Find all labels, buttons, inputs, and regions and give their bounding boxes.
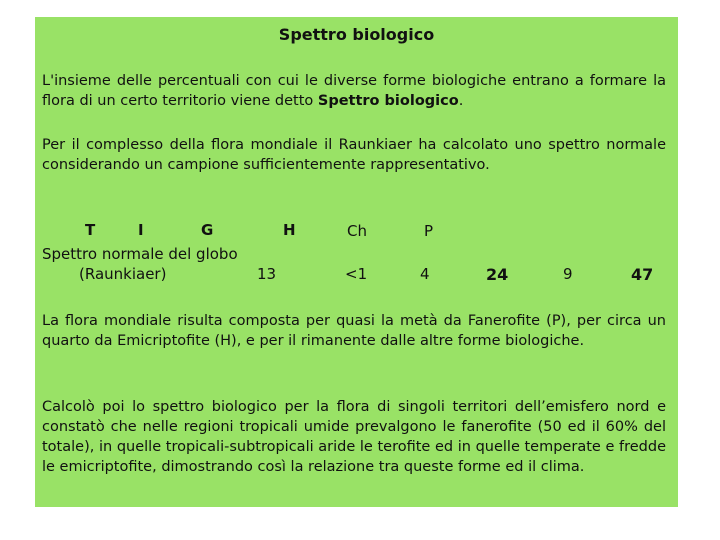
- definition-term: Spettro biologico: [317, 93, 459, 109]
- header-H: H: [283, 221, 296, 239]
- value-P: 47: [631, 265, 654, 284]
- value-G: 4: [420, 265, 430, 283]
- definition-text: L'insieme delle percentuali con cui le diverse forme biologiche entrano a formare la flora di un certo territorio viene detto: [42, 73, 666, 109]
- paragraph-raunkiaer: Per il complesso della flora mondiale il Raunkiaer ha calcolato uno spettro normale considerando un campione sufficientemente rappresentativo.: [42, 137, 666, 173]
- slide: [35, 17, 678, 507]
- value-I: <1: [345, 265, 368, 283]
- header-G: G: [201, 221, 214, 239]
- header-I: I: [138, 221, 144, 239]
- value-Ch: 9: [563, 265, 573, 283]
- value-T: 13: [257, 265, 277, 283]
- value-H: 24: [486, 265, 509, 284]
- paragraph-composition: La flora mondiale risulta composta per quasi la metà da Fanerofite (P), per circa un quarto da Emicriptofite (H), e per il rimanente dalle altre forme biologiche.: [42, 313, 666, 349]
- header-Ch: Ch: [347, 222, 367, 240]
- page-title: Spettro biologico: [278, 25, 435, 44]
- paragraph-territories: Calcolò poi lo spettro biologico per la flora di singoli territori dell’emisfero nord e constatò che nelle regioni tropicali umide prevalgono le fanerofite (50 ed il 60% del totale), in quelle tropicali-subtropicali aride le terofite ed in quelle temperate e fredde le emicriptofite, dimostrando così la relazione tra queste forme ed il clima.: [42, 399, 666, 475]
- header-P: P: [424, 222, 434, 240]
- paragraph-definition: [42, 71, 666, 111]
- definition-end: .: [458, 93, 464, 109]
- row-label-line2: (Raunkiaer): [79, 265, 167, 283]
- header-T: T: [85, 221, 96, 239]
- row-label-line1: Spettro normale del globo: [42, 245, 238, 263]
